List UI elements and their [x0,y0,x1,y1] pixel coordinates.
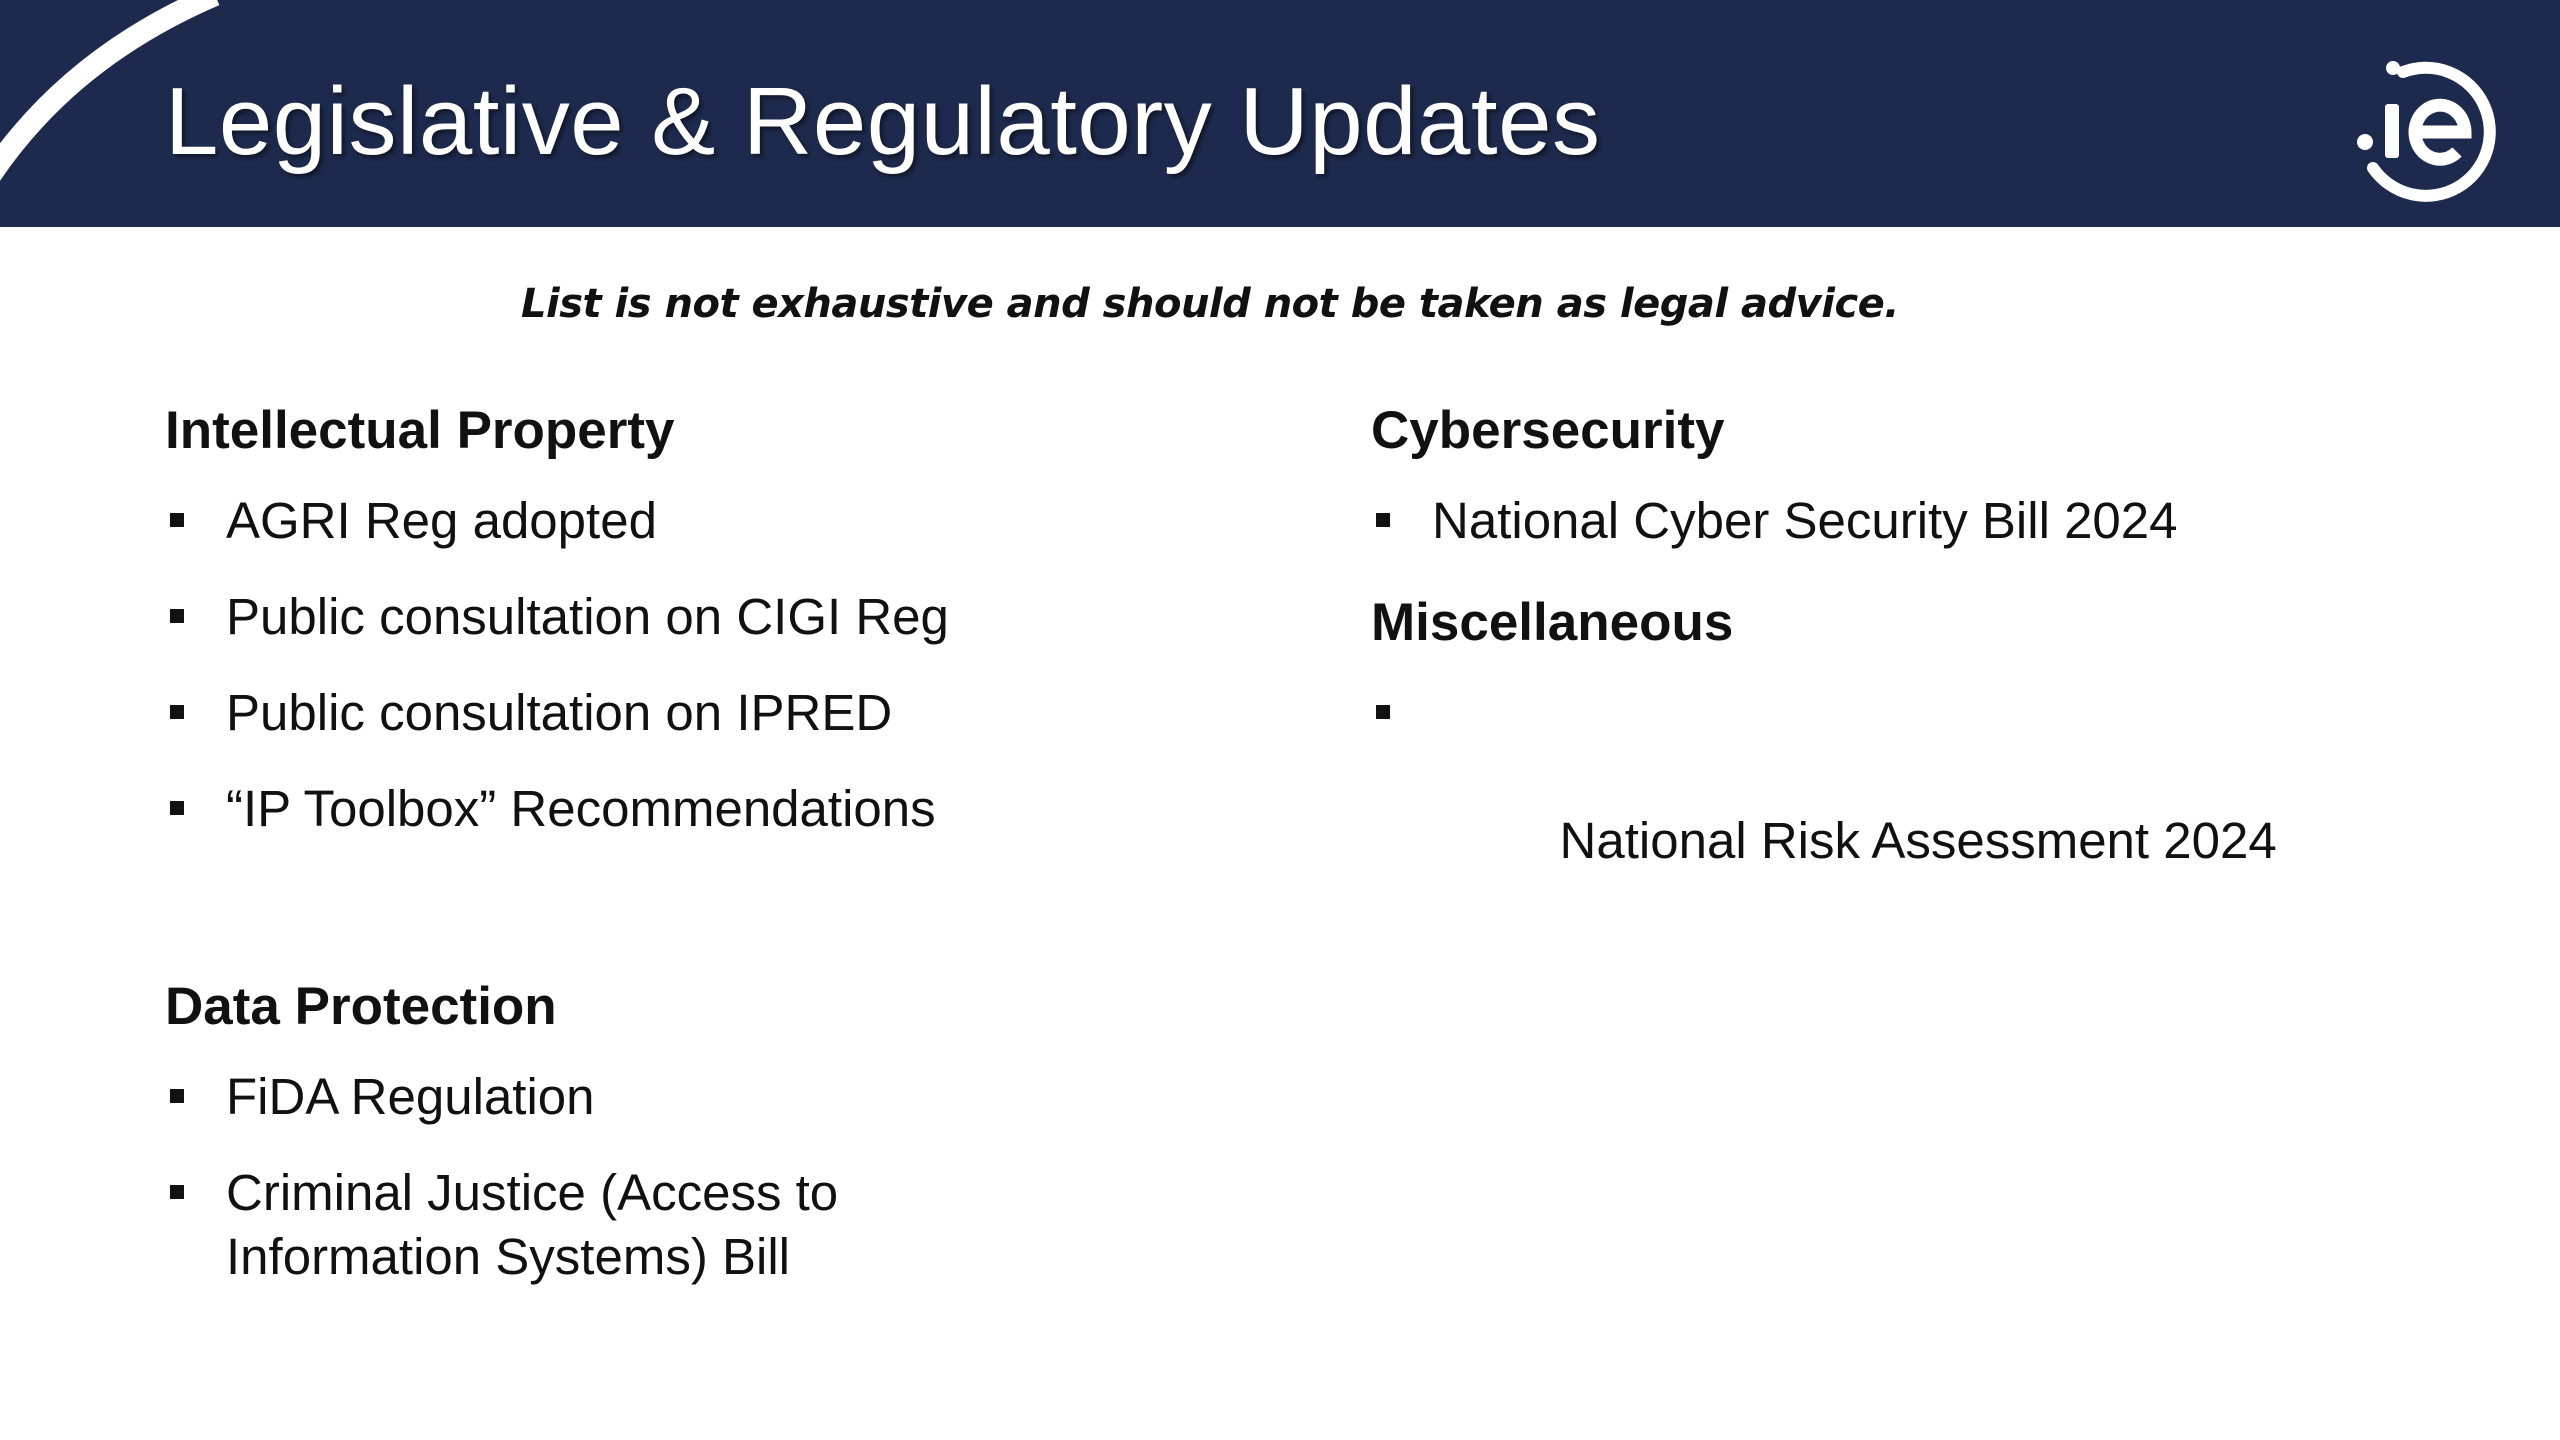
list-item-text: “IP Toolbox” Recommendations [226,780,936,837]
section-miscellaneous [1371,593,2277,937]
bullet-square-icon [170,1185,184,1199]
section-heading: Intellectual Property [165,401,675,460]
section-intellectual-property [165,401,949,841]
bullet-list [1371,489,2178,553]
list-item [1371,489,2178,553]
list-item-text: Public consultation on CIGI Reg [226,588,949,645]
bullet-list [165,1065,946,1289]
bullet-square-icon [170,609,184,623]
section-cybersecurity [1371,401,2178,553]
list-item [165,681,949,745]
list-item-text: National Cyber Security Bill 2024 [1432,492,2178,549]
list-item [1371,681,2277,937]
bullet-square-icon [170,705,184,719]
bullet-square-icon [170,1089,184,1103]
list-item [165,489,949,553]
slide-title: Legislative & Regulatory Updates [165,68,1601,175]
bullet-list [165,489,949,841]
list-item-text: National Risk Assessment 2024 [1545,812,2277,869]
list-item [165,1065,946,1129]
section-data-protection [165,977,946,1289]
list-item [165,585,949,649]
title-banner [0,0,2560,227]
list-item-text: FiDA Regulation [226,1068,595,1125]
legal-disclaimer: List is not exhaustive and should not be taken as legal advice. [521,281,1899,327]
list-item-text: Criminal Justice (Access to Information Systems) Bill [226,1164,839,1285]
section-heading: Cybersecurity [1371,401,1725,460]
bullet-square-icon [170,513,184,527]
list-item [165,1161,946,1289]
list-item [165,777,949,841]
dot-ie-logo [2345,46,2505,206]
bullet-square-icon [1376,513,1390,527]
section-heading: Data Protection [165,977,557,1036]
bullet-square-icon [170,801,184,815]
list-item-text: AGRI Reg adopted [226,492,657,549]
list-item-text: Public consultation on IPRED [226,684,893,741]
bullet-square-icon [1376,705,1390,719]
bullet-list [1371,681,2277,937]
section-heading: Miscellaneous [1371,593,1734,652]
